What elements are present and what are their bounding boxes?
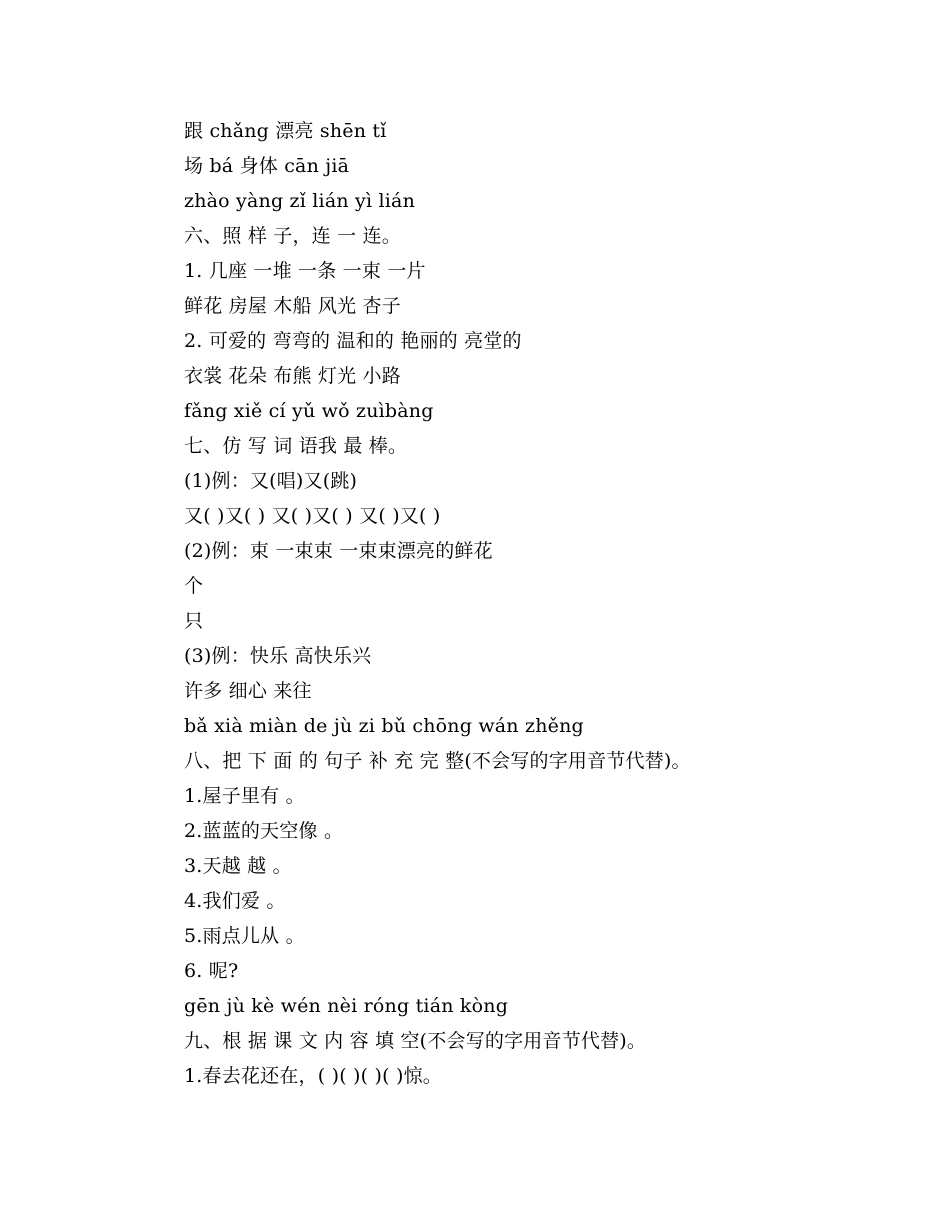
text-line: zhào yàng zǐ lián yì lián: [184, 190, 416, 212]
text-line: 跟 chǎng 漂亮 shēn tǐ: [184, 120, 387, 142]
text-line: 又( )又( ) 又( )又( ) 又( )又( ): [184, 505, 441, 527]
text-line: 场 bá 身体 cān jiā: [184, 155, 350, 177]
text-line: (3)例：快乐 高快乐兴: [184, 645, 372, 667]
text-line: 衣裳 花朵 布熊 灯光 小路: [184, 365, 401, 387]
text-line: 6. 呢?: [184, 960, 239, 982]
text-line: 鲜花 房屋 木船 风光 杏子: [184, 295, 401, 317]
text-line: 1.屋子里有 。: [184, 785, 305, 807]
text-line: 4.我们爱 。: [184, 890, 286, 912]
text-line: gēn jù kè wén nèi róng tián kòng: [184, 995, 509, 1017]
text-line: 2. 可爱的 弯弯的 温和的 艳丽的 亮堂的: [184, 330, 522, 352]
section-heading: 八、把 下 面 的 句子 补 充 完 整(不会写的字用音节代替)。: [184, 750, 691, 772]
text-line: (1)例：又(唱)又(跳): [184, 470, 358, 492]
text-line: 1.春去花还在，( )( )( )( )惊。: [184, 1065, 442, 1087]
text-line: 个: [184, 575, 204, 597]
text-line: 2.蓝蓝的天空像 。: [184, 820, 344, 842]
text-line: 1. 几座 一堆 一条 一束 一片: [184, 260, 426, 282]
text-line: fǎng xiě cí yǔ wǒ zuìbàng: [184, 400, 434, 422]
section-heading: 九、根 据 课 文 内 容 填 空(不会写的字用音节代替)。: [184, 1030, 647, 1052]
text-line: 许多 细心 来往: [184, 680, 312, 702]
text-line: 3.天越 越 。: [184, 855, 292, 877]
text-line: 只: [184, 610, 204, 632]
document-body: [184, 114, 884, 1094]
text-line: bǎ xià miàn de jù zi bǔ chōng wán zhěng: [184, 715, 584, 737]
text-line: (2)例：束 一束束 一束束漂亮的鲜花: [184, 540, 493, 562]
text-line: 5.雨点儿从 。: [184, 925, 305, 947]
section-heading: 七、仿 写 词 语我 最 棒。: [184, 435, 408, 457]
section-heading: 六、照 样 子，连 一 连。: [184, 225, 401, 247]
